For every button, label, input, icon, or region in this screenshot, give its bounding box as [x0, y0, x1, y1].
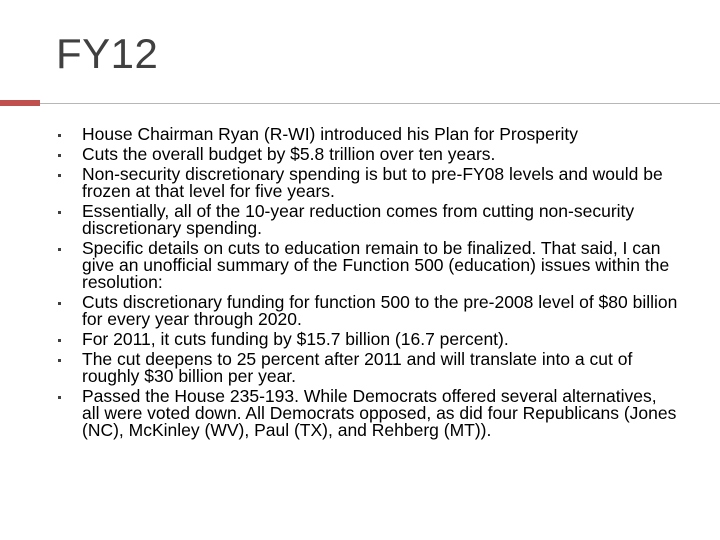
- bullet-icon: [58, 134, 61, 137]
- bullet-text: Non-security discretionary spending is but to pre-FY08 levels and would be frozen at that level for five years.: [82, 164, 663, 201]
- bullet-text: The cut deepens to 25 percent after 2011 and will translate into a cut of roughly $30 billion per year.: [82, 349, 633, 386]
- bullet-icon: [58, 302, 61, 305]
- bullet-text: Specific details on cuts to education remain to be finalized. That said, I can give an unofficial summary of the Function 500 (education) issues within the resolution:: [82, 238, 670, 292]
- bullet-text: Essentially, all of the 10-year reduction comes from cutting non-security discretionary spending.: [82, 201, 635, 238]
- bullet-icon: [58, 396, 61, 399]
- bullet-list: [58, 126, 678, 442]
- bullet-icon: [58, 359, 61, 362]
- bullet-text: For 2011, it cuts funding by $15.7 billion (16.7 percent).: [82, 329, 509, 349]
- bullet-item: [58, 331, 678, 348]
- bullet-item: [58, 126, 678, 143]
- bullet-text: Passed the House 235-193. While Democrats offered several alternatives, all were voted down. All Democrats opposed, as did four Republicans (Jones (NC), McKinley (WV), Paul (TX), and Rehberg (MT)).: [82, 386, 677, 440]
- bullet-text: Cuts the overall budget by $5.8 trillion over ten years.: [82, 144, 496, 164]
- bullet-icon: [58, 211, 61, 214]
- title-accent-bar: [0, 100, 40, 106]
- bullet-text: House Chairman Ryan (R-WI) introduced his Plan for Prosperity: [82, 124, 579, 144]
- title-divider: [40, 103, 720, 104]
- bullet-item: [58, 166, 678, 200]
- bullet-icon: [58, 248, 61, 251]
- bullet-item: [58, 240, 678, 291]
- bullet-item: [58, 146, 678, 163]
- bullet-item: [58, 294, 678, 328]
- bullet-text: Cuts discretionary funding for function 500 to the pre-2008 level of $80 billion for every year through 2020.: [82, 292, 678, 329]
- bullet-item: [58, 203, 678, 237]
- bullet-icon: [58, 154, 61, 157]
- bullet-item: [58, 388, 678, 439]
- bullet-item: [58, 351, 678, 385]
- bullet-icon: [58, 339, 61, 342]
- slide-title: FY12: [56, 30, 159, 77]
- bullet-icon: [58, 174, 61, 177]
